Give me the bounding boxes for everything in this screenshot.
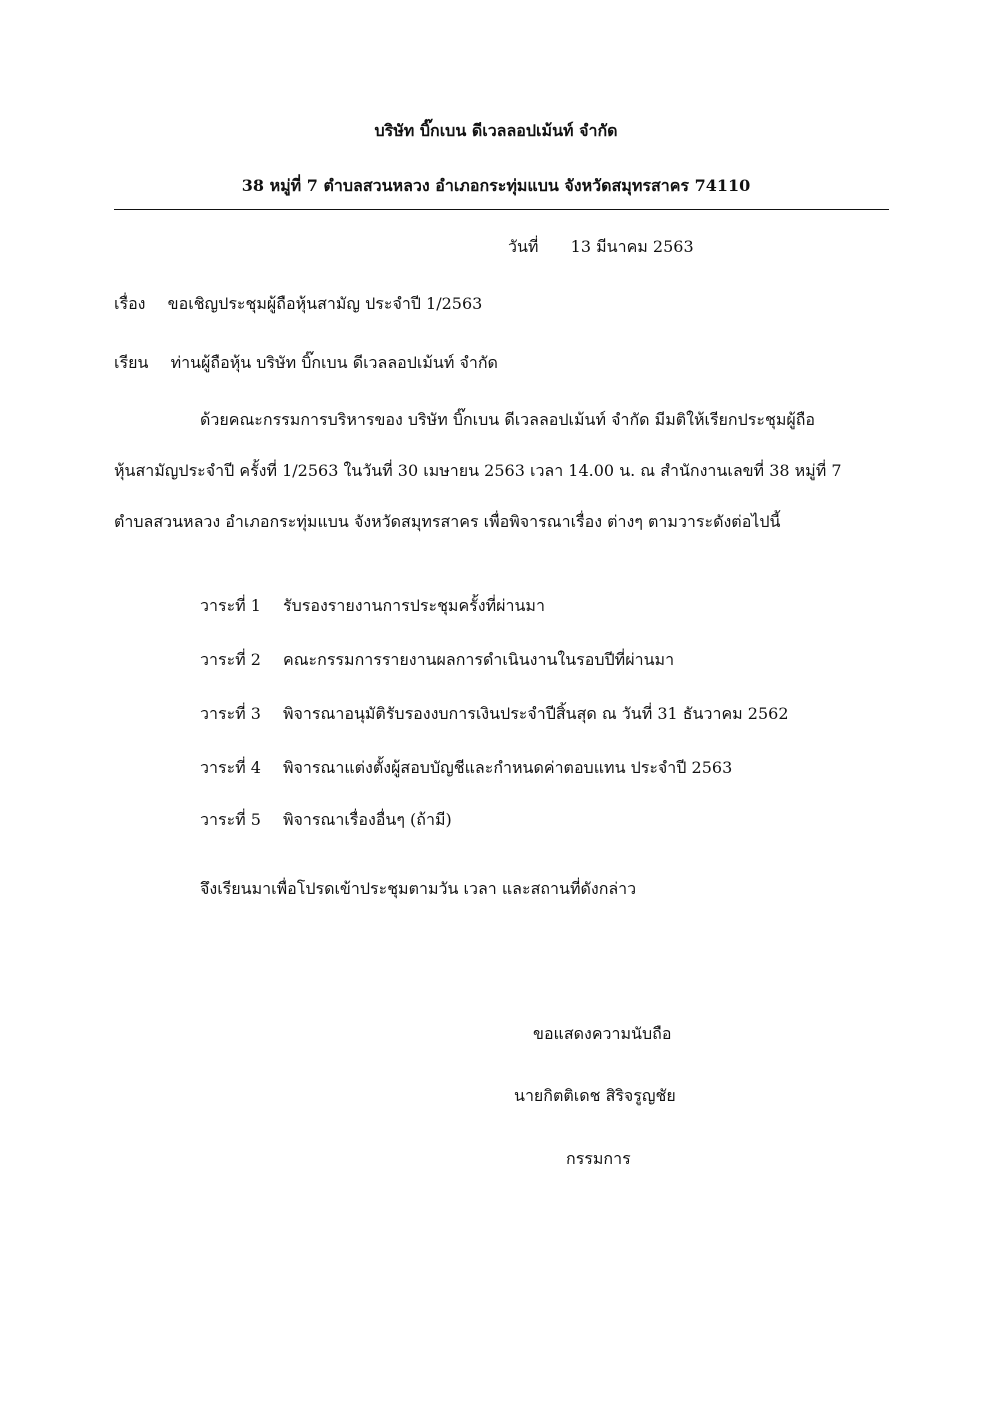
- closing-text: จึงเรียนมาเพื่อโปรดเข้าประชุมตามวัน เวลา และสถานที่ดังกล่าว: [200, 879, 637, 898]
- subject-line: [114, 293, 482, 315]
- agenda-item-text: รับรองรายงานการประชุมครั้งที่ผ่านมา: [283, 596, 545, 615]
- recipient-text: ท่านผู้ถือหุ้น บริษัท บิ๊กเบน ดีเวลลอปเม้นท์ จำกัด: [170, 353, 498, 372]
- agenda-item-text: พิจารณาเรื่องอื่นๆ (ถ้ามี): [283, 810, 452, 829]
- agenda-item-text: พิจารณาอนุมัติรับรองงบการเงินประจำปีสิ้นสุด ณ วันที่ 31 ธันวาคม 2562: [283, 704, 789, 723]
- body-paragraph-line-2: หุ้นสามัญประจำปี ครั้งที่ 1/2563 ในวันที่ 30 เมษายน 2563 เวลา 14.00 น. ณ สำนักงานเลขที่ 38 หมู่ที่ 7: [114, 461, 842, 480]
- agenda-item-label: วาระที่ 3: [200, 704, 261, 723]
- date-line: [508, 236, 694, 258]
- header-divider: [114, 209, 889, 210]
- agenda-item-text: คณะกรรมการรายงานผลการดำเนินงานในรอบปีที่ผ่านมา: [283, 650, 675, 669]
- subject-label: เรื่อง: [114, 294, 146, 313]
- date-value: 13 มีนาคม 2563: [570, 237, 694, 256]
- agenda-item-label: วาระที่ 5: [200, 810, 261, 829]
- agenda-item-label: วาระที่ 1: [200, 596, 261, 615]
- agenda-item-label: วาระที่ 2: [200, 650, 261, 669]
- company-name: บริษัท บิ๊กเบน ดีเวลลอปเม้นท์ จำกัด: [374, 121, 618, 140]
- agenda-item-label: วาระที่ 4: [200, 758, 261, 777]
- body-paragraph-line-1: ด้วยคณะกรรมการบริหารของ บริษัท บิ๊กเบน ดีเวลลอปเม้นท์ จำกัด มีมติให้เรียกประชุมผู้ถือ: [200, 410, 816, 429]
- subject-text: ขอเชิญประชุมผู้ถือหุ้นสามัญ ประจำปี 1/2563: [167, 294, 483, 313]
- recipient-line: [114, 352, 498, 374]
- signatory-title: กรรมการ: [566, 1149, 631, 1168]
- body-paragraph-line-3: ตำบลสวนหลวง อำเภอกระทุ่มแบน จังหวัดสมุทรสาคร เพื่อพิจารณาเรื่อง ต่างๆ ตามวาระดังต่อไปนี้: [114, 512, 781, 531]
- signature-regards: ขอแสดงความนับถือ: [533, 1024, 672, 1043]
- recipient-label: เรียน: [114, 353, 149, 372]
- date-label: วันที่: [508, 237, 539, 256]
- company-address: 38 หมู่ที่ 7 ตำบลสวนหลวง อำเภอกระทุ่มแบน จังหวัดสมุทรสาคร 74110: [241, 176, 751, 195]
- signatory-name: นายกิตติเดช สิริจรูญชัย: [514, 1086, 676, 1105]
- agenda-item-text: พิจารณาแต่งตั้งผู้สอบบัญชีและกำหนดค่าตอบแทน ประจำปี 2563: [283, 758, 733, 777]
